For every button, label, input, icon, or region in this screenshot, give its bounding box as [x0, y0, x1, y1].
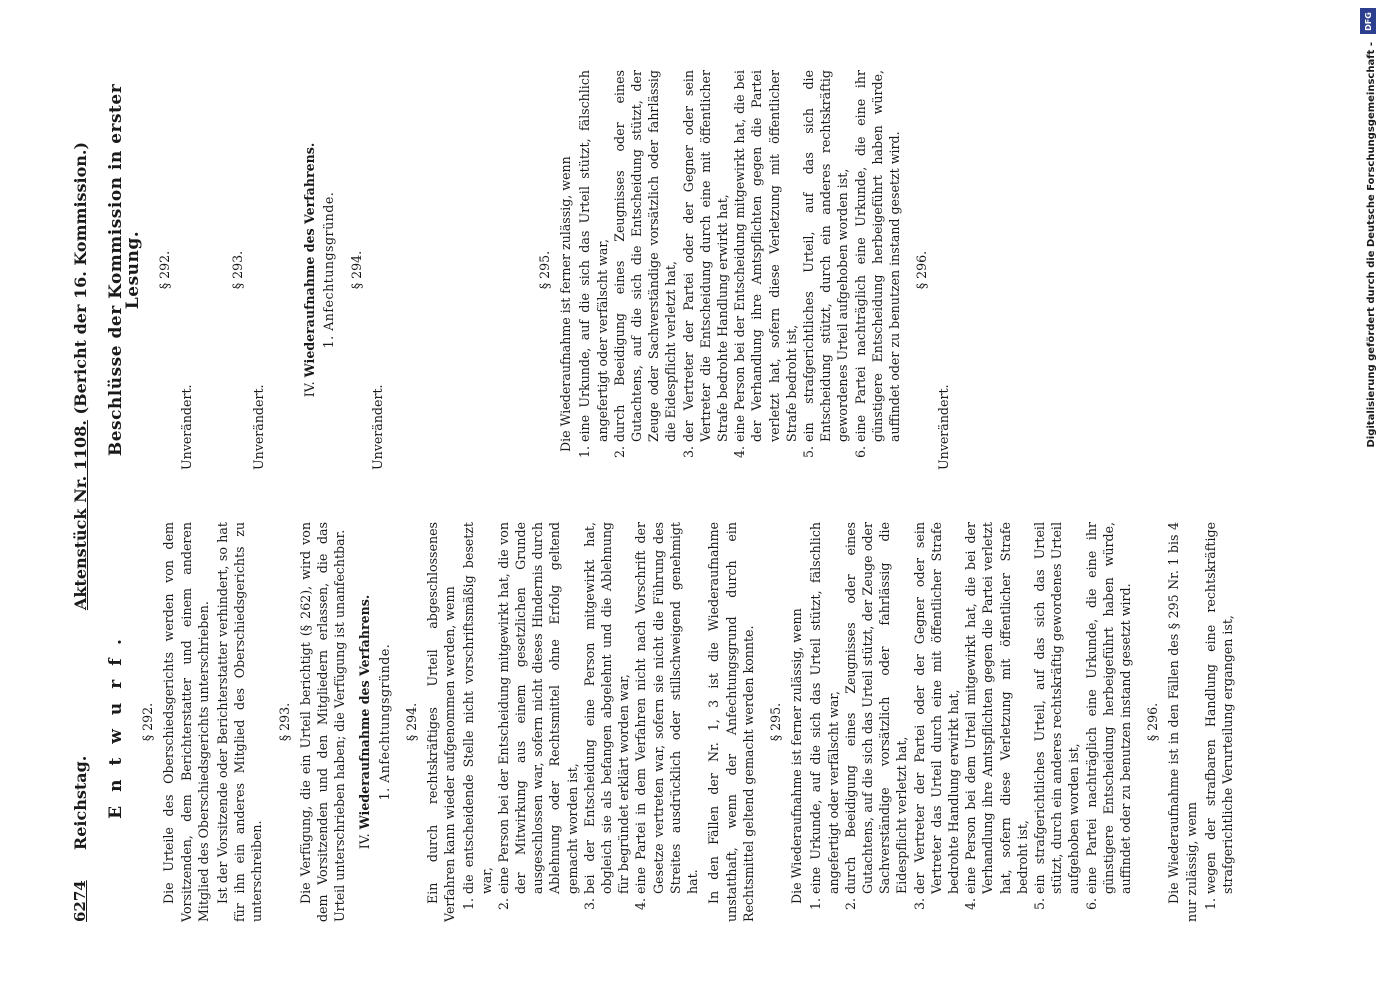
list-item: 1. die entscheidende Stelle nicht vorschriftsmäßig besetzt war,: [460, 522, 494, 894]
part-heading: [356, 522, 373, 922]
dfg-logo-text: DFG: [1363, 11, 1373, 31]
section-293: § 293.: [276, 702, 292, 742]
column-beschluesse: [108, 70, 1240, 496]
list-item: 4. eine Person bei dem Urteil mitgewirkt hat, die bei der Verhandlung ihre Amtspflichten gegen die Partei verletzt hat, sofern diese Verletzung mit öffentlicher Strafe bedroht ist,: [962, 522, 1031, 894]
document-title: [72, 70, 89, 922]
list-item: 6. eine Partei nachträglich eine Urkunde, die eine ihr günstigere Entscheidung herbeigeführt haben würde, auffindet oder zu benutzen instand gesetzt wird.: [1083, 522, 1135, 894]
unchanged-note: Unverändert.: [178, 384, 194, 470]
numbered-list: [460, 522, 701, 922]
list-item: 2. durch Beeidigung eines Zeugnisses oder eines Gutachtens, auf die sich das Urteil stützt, der Zeuge oder Sachverständige vorsätzlich oder fahrlässig die Eidespflicht verletzt hat,: [842, 522, 911, 894]
list-item: 4. eine Person bei der Entscheidung mitgewirkt hat, die bei der Verhandlung ihre Amtspflichten gegen die Partei verletzt hat, sofern diese Verletzung mit öffentlicher Strafe bedroht ist,: [731, 70, 800, 442]
part-title: Wiederaufnahme des Verfahrens.: [357, 594, 373, 830]
page-number: 6274: [71, 880, 89, 922]
part-title: Wiederaufnahme des Verfahrens.: [302, 142, 318, 378]
dfg-credit-strip: [1353, 0, 1383, 1000]
column-heading-entwurf: Entwurf.: [106, 625, 126, 819]
paragraph: Die Wiederaufnahme ist in den Fällen des § 295 Nr. 1 bis 4 nur zulässig, wenn: [1166, 522, 1199, 922]
part-number: IV.: [357, 833, 373, 850]
paragraph: Die Verfügung, die ein Urteil berichtigt (§ 262), wird von dem Vorsitzenden und den Mitgliedern erlassen, die das Urteil unterschrieben haben; die Verfügung ist unanfechtbar.: [297, 522, 348, 922]
part-number: IV.: [302, 381, 318, 398]
list-item: 1. eine Urkunde, auf die sich das Urteil stützt, fälschlich angefertigt oder verfälscht war,: [807, 522, 841, 894]
list-item: 5. ein strafgerichtliches Urteil, auf das sich die Entscheidung stützt, durch ein anderes rechtskräftig gewordenes Urteil aufgehoben worden ist,: [800, 70, 852, 442]
column-heading-beschluesse: Beschlüsse der Kommission in erster Lesung.: [106, 83, 144, 457]
sub-heading: 1. Anfechtungsgründe.: [376, 643, 392, 801]
paragraph: Die Urteile des Oberschiedsgerichts werden von dem Vorsitzenden, dem Berichterstatter und einem anderen Mitglied des Oberschiedsgerichts unterschrieben.: [161, 522, 211, 922]
list-item: 3. der Vertreter der Partei oder der Gegner oder sein Vertreter das Urteil durch eine mit öffentlicher Strafe bedrohte Handlung erwirkt hat,: [911, 522, 963, 894]
section-294: § 294.: [403, 702, 419, 742]
page-header: [0, 70, 90, 922]
paragraph: Ein durch rechtskräftiges Urteil abgeschlossenes Verfahren kann wieder aufgenommen werden, wenn: [425, 522, 458, 922]
reichstag-label: Reichstag.: [71, 755, 90, 851]
unchanged-note: Unverändert.: [369, 384, 385, 470]
numbered-list: [1202, 522, 1236, 922]
numbered-list: [807, 522, 1134, 922]
list-item: 2. durch Beeidigung eines Zeugnisses oder eines Gutachtens, auf die sich die Entscheidung stützt, der Zeuge oder Sachverständige vorsätzlich oder fahrlässig die Eidespflicht verletzt hat,: [611, 70, 680, 442]
section-293: § 293.: [229, 250, 245, 290]
numbered-list: [576, 70, 903, 470]
bericht-label: (Bericht der 16. Kommission.): [71, 141, 90, 415]
list-item: 1. wegen der strafbaren Handlung eine rechtskräftige strafgerichtliche Verurteilung ergangen ist,: [1202, 522, 1236, 894]
paragraph: In den Fällen der Nr. 1, 3 ist die Wiederaufnahme unstatthaft, wenn der Anfechtungsgrund durch ein Rechtsmittel geltend gemacht werden konnte.: [706, 522, 756, 922]
digitization-credit: Digitalisierung gefördert durch die Deutsche Forschungsgemeinschaft -: [1366, 42, 1377, 448]
list-item: 1. eine Urkunde, auf die sich das Urteil stützt, fälschlich angefertigt oder verfälscht war,: [576, 70, 610, 442]
section-292: § 292.: [140, 702, 156, 742]
list-item: 6. eine Partei nachträglich eine Urkunde, die eine ihr günstigere Entscheidung herbeigeführt haben würde, auffindet oder zu benutzen instand gesetzt wird.: [852, 70, 904, 442]
two-column-body: [108, 70, 1240, 922]
section-292: § 292.: [157, 250, 173, 290]
part-heading: [301, 70, 318, 470]
section-296: § 296.: [914, 250, 930, 290]
section-295: § 295.: [767, 702, 783, 742]
section-296: § 296.: [1145, 702, 1161, 742]
list-item: 5. ein strafgerichtliches Urteil, auf das sich das Urteil stützt, durch ein anderes rechtskräftig gewordenes Urteil aufgehoben worden ist,: [1031, 522, 1083, 894]
aktenstueck-label: Aktenstück Nr. 1108.: [71, 420, 90, 611]
unchanged-note: Unverändert.: [251, 384, 267, 470]
section-295: § 295.: [537, 250, 553, 290]
column-entwurf: [108, 496, 1240, 922]
paragraph: Ist der Vorsitzende oder Berichterstatter verhindert, so hat für ihn ein anderes Mitglied des Oberschiedsgerichts zu unterschreiben.: [215, 522, 265, 922]
list-item: 4. eine Partei in dem Verfahren nicht nach Vorschrift der Gesetze vertreten war, sofern sie nicht die Führung des Streites ausdrücklich oder stillschweigend genehmigt hat.: [632, 522, 701, 894]
unchanged-note: Unverändert.: [935, 384, 951, 470]
paragraph: Die Wiederaufnahme ist ferner zulässig, wenn: [789, 608, 805, 904]
dfg-logo: [1360, 8, 1376, 34]
paragraph: Die Wiederaufnahme ist ferner zulässig, wenn: [558, 156, 574, 452]
section-294: § 294.: [348, 250, 364, 290]
sub-heading: 1. Anfechtungsgründe.: [321, 191, 337, 349]
list-item: 3. bei der Entscheidung eine Person mitgewirkt hat, obgleich sie als befangen abgelehnt und die Ablehnung für begründet erklärt worden war,: [581, 522, 633, 894]
list-item: 2. eine Person bei der Entscheidung mitgewirkt hat, die von der Mitwirkung aus einem gesetzlichen Grunde ausgeschlossen war, sofern nicht dieses Hindernis durch Ablehnung oder Rechtsmittel ohne Erfolg geltend gemacht worden ist,: [495, 522, 581, 894]
list-item: 3. der Vertreter der Partei oder der Gegner oder sein Vertreter die Entscheidung durch eine mit öffentlicher Strafe bedrohte Handlung erwirkt hat,: [680, 70, 732, 442]
